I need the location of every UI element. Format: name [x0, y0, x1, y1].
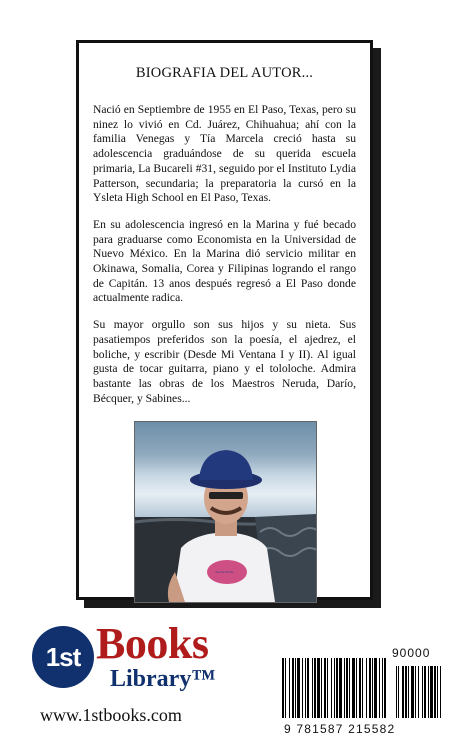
isbn-digits: 9 781587 215582: [284, 722, 396, 736]
publisher-logo-library: Library™: [110, 666, 216, 692]
barcode-bars: [278, 650, 448, 720]
publisher-website[interactable]: www.1stbooks.com: [40, 705, 182, 725]
bio-paragraph-1: Nació en Septiembre de 1955 en El Paso, Texas, pero su ninez lo vivió en Cd. Juárez, Chihuahua; ahí con la familia Venegas y Tía Marcela creció hasta su adolescencia graduándose de su querida escuela primaria, La Bucareli #31, seguido por el Instituto Lydia Patterson, secundaria; la preparatoria la cursó en la Ysleta High School en El Paso, Texas.: [93, 103, 356, 205]
bio-paragraph-2: En su adolescencia ingresó en la Marina y fué becado para graduarse como Economista en la Universidad de Nuevo México. En la Marina dió servicio militar en Okinawa, Somalia, Corea y Filipinas logrando el rango de Capitán. 13 anos después regresó a El Paso donde actualmente radica.: [93, 217, 356, 305]
bio-title: BIOGRAFIA DEL AUTOR...: [135, 65, 314, 81]
author-bio-panel: [76, 40, 373, 600]
author-photo: [134, 421, 317, 603]
publisher-logo-mark: [32, 626, 94, 688]
bio-paragraph-3: Su mayor orgullo son sus hijos y su nieta. Sus pasatiempos preferidos son la poesía, el ajedrez, el boliche, y escribir (Desde Mi Ventana I y II). Al igual gusta de tocar guitarra, piano y el tololoche. Admira bastante las obras de los Maestros Neruda, Darío, Bécquer, y Sabines...: [93, 318, 356, 405]
svg-text:~~~~: ~~~~: [215, 568, 234, 577]
author-photo-illustration: [135, 422, 316, 602]
bio-body: [93, 103, 356, 418]
publisher-logo-books: Books: [96, 619, 209, 668]
logo-mark-text: 1st: [45, 641, 81, 672]
barcode-price-code: 90000: [392, 646, 431, 660]
isbn-barcode: [278, 650, 448, 732]
